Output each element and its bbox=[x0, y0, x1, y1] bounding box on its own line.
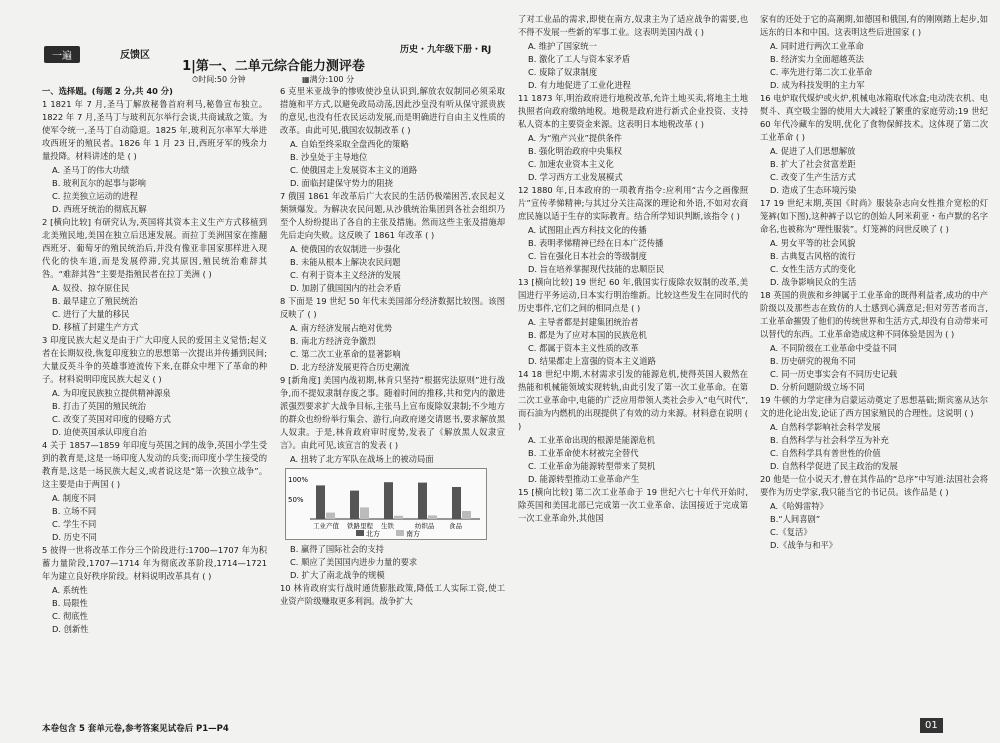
answer-option: D. 分析问题阶级立场不同 bbox=[770, 382, 865, 392]
answer-option: D. 战争影响民众的生活 bbox=[770, 277, 857, 287]
answer-option: C. 拉美独立运动的进程 bbox=[52, 191, 138, 201]
bar-南方 bbox=[360, 507, 369, 519]
answer-option: B. 古典复古风格的流行 bbox=[770, 251, 856, 261]
legend-label: 北方 bbox=[366, 530, 380, 538]
question-text: 1 1821 年 7 月,圣马丁解放秘鲁首府利马,秘鲁宣布独立。1822 年 7 月,圣马丁与玻利瓦尔举行会谈,共商诚敌之策。为使军令统一,圣马丁自动隐退。1825 年,玻利瓦尔率军大举进攻西班牙的殖民者。1826 年 1 月 23 日,西班牙军的残余力量投降。材料讲述的是 ( ) bbox=[42, 99, 267, 161]
legend-swatch bbox=[356, 530, 364, 536]
question-text: 16 电炉取代煤炉或火炉,机械电冰箱取代冰盒;电动洗衣机、电熨斗、真空吸尘器的使用大大减轻了繁重的家庭劳动;19 世纪 60 年代冷藏车的发明,优化了食物保鲜技术。这体现了第二次工业革命 ( ) bbox=[760, 93, 988, 142]
column-4 bbox=[760, 13, 988, 552]
answer-option: A. 不同阶级在工业革命中受益不同 bbox=[770, 343, 897, 353]
answer-option: C. 使俄国走上发展资本主义的道路 bbox=[290, 165, 418, 175]
economic-comparison-chart bbox=[285, 468, 487, 540]
answer-option: D. 造成了生态环境污染 bbox=[770, 185, 857, 195]
section-heading: 一、选择题。(每题 2 分,共 40 分) bbox=[42, 86, 173, 96]
time-label: ⏱时间:50 分钟 bbox=[192, 75, 246, 84]
answer-option: D. 迫使英国承认印度自治 bbox=[52, 427, 147, 437]
legend-swatch bbox=[396, 530, 404, 536]
answer-option: C. 顺应了美国国内进步力量的要求 bbox=[290, 557, 418, 567]
answer-option: A. 系统性 bbox=[52, 585, 88, 595]
answer-option: A. 使俄国的农奴制进一步强化 bbox=[290, 244, 401, 254]
answer-option: D. 北方经济发展更符合历史潮流 bbox=[290, 362, 410, 372]
question-text: 6 克里米亚战争的惨败使沙皇认识到,解放农奴制同必须采取措施和平方式,以避免政局动荡,因此沙皇没有听从保守派贵族的意见,也没有任农民运动发展,而是明确进行自由主义性质的改革。由此可见,俄国农奴制改革 ( ) bbox=[280, 86, 505, 135]
answer-option: A. 自始至终采取全盘西化的策略 bbox=[290, 139, 409, 149]
column-1 bbox=[42, 85, 267, 636]
bar-南方 bbox=[462, 511, 471, 519]
answer-option: C. 改变了英国对印度的侵略方式 bbox=[52, 414, 171, 424]
answer-option: A. 为“殖产兴业”提供条件 bbox=[528, 133, 623, 143]
answer-option: C. 自然科学具有普世性的价值 bbox=[770, 448, 881, 458]
answer-option: D. 旨在培养掌握现代技能的忠顺臣民 bbox=[528, 264, 665, 274]
answer-option: B. 扩大了社会贫富差距 bbox=[770, 159, 856, 169]
answer-option: B. 未能从根本上解决农民问题 bbox=[290, 257, 401, 267]
answer-option: D. 西班牙统治的彻底瓦解 bbox=[52, 204, 147, 214]
question-text: 15 [横向比较] 第二次工业革命于 19 世纪六七十年代开始时,除英国和美国北部已完成第一次工业革命、法国接近于完成第一次工业革命外,其他国 bbox=[518, 487, 748, 523]
answer-option: A. 试图阻止西方科技文化的传播 bbox=[528, 225, 647, 235]
answer-option: B. 都是为了应对本国的民族危机 bbox=[528, 330, 647, 340]
answer-option: C. 学生不同 bbox=[52, 519, 97, 529]
answer-option: B. 玻利瓦尔的起事与影响 bbox=[52, 178, 146, 188]
answer-option: B. 南北方经济竞争激烈 bbox=[290, 336, 376, 346]
answer-option: B. 激化了工人与资本家矛盾 bbox=[528, 54, 631, 64]
answer-option: D. 加剧了俄国国内的社会矛盾 bbox=[290, 283, 402, 293]
bar-北方 bbox=[418, 483, 427, 519]
category-label: 食品 bbox=[449, 522, 462, 530]
answer-option: D. 面临封建保守势力的阻挠 bbox=[290, 178, 393, 188]
category-label: 铁路里程 bbox=[347, 522, 373, 530]
category-label: 纺织品 bbox=[415, 522, 435, 530]
header-tag2: 反馈区 bbox=[120, 50, 150, 61]
answer-option: B. 赢得了国际社会的支持 bbox=[290, 544, 384, 554]
answer-option: B. 经济实力全面超越英法 bbox=[770, 54, 864, 64]
bar-南方 bbox=[428, 515, 437, 519]
y-tick-label: 50% bbox=[288, 496, 304, 504]
answer-option: C. 加速农业资本主义化 bbox=[528, 159, 614, 169]
subject-label: 历史・九年级下册・RJ bbox=[400, 45, 492, 55]
y-tick-label: 100% bbox=[288, 476, 309, 484]
answer-option: A. 制度不同 bbox=[52, 493, 96, 503]
answer-option: A. 扭转了北方军队在战场上的被动局面 bbox=[290, 454, 434, 464]
answer-option: C. 彻底性 bbox=[52, 611, 88, 621]
answer-option: D. 成为科技发明的主力军 bbox=[770, 80, 865, 90]
answer-option: B. 最早建立了殖民统治 bbox=[52, 296, 138, 306]
answer-option: B. 沙皇处于主导地位 bbox=[290, 152, 368, 162]
answer-option: D. 历史不同 bbox=[52, 532, 97, 542]
page-number: 01 bbox=[920, 718, 943, 733]
question-text: 7 俄国 1861 年改革后广大农民的生活仍极端困苦,农民起义频频爆发。为解决农民问题,从沙俄统治集团到各社会组织乃至个人纷纷提出了各自的主张及措施。然而这些主张及措施却先后走向失败。这反映了 1861 年改革 ( ) bbox=[280, 191, 505, 240]
question-text: 11 1873 年,明治政府进行地税改革,允许土地买卖,将地主土地执照者向政府缴纳地税。地税是政府进行新式企业投资、支持私人资本的主要资金来源。这表明日本地税改革 ( ) bbox=[518, 93, 748, 129]
answer-option: C. 第二次工业革命的显著影响 bbox=[290, 349, 401, 359]
question-text: 14 18 世纪中期,木材需求引发的能源危机,使得英国人毅然在热能和机械能领域实现转轨,由此引发了第一次工业革命。在第二次工业革命中,电能的广泛应用带领人类社会步入“电气时代”,而石油为内燃机的出现提供了有效的动力来源。材料意在说明 ( ) bbox=[518, 369, 748, 431]
question-text: 3 印度民族大起义是由于广大印度人民的爱国主义觉悟;起义者在长期奴役,恢复印度独立的思想第一次提出并传播到民间;大量反英斗争的英雄事迹流传下来,在群众中埋下了革命的种子。材料说明印度民族大起义 ( ) bbox=[42, 335, 267, 384]
answer-option: D.《战争与和平》 bbox=[770, 540, 838, 550]
question-text: 4 关于 1857—1859 年印度与英国之间的战争,英国小学生受到的教育是,这是一场印度人发动的兵变;而印度小学生接受的教育是,这是一场民族大起义,或者说这是“第一次独立战争”。这主要是由于两国 ( ) bbox=[42, 440, 267, 489]
answer-option: A. 工业革命出现的根源是能源危机 bbox=[528, 435, 655, 445]
category-label: 生铁 bbox=[381, 522, 394, 530]
question-text: 17 19 世纪末期,英国《时尚》服装杂志向女性推介宽松的灯笼裤(如下图),这种裤子以它的创始人阿米莉亚・布卢默的名字命名,也被称为“理性服装”。灯笼裤的问世反映了 ( ) bbox=[760, 198, 988, 234]
answer-option: D. 结果都走上富强的资本主义道路 bbox=[528, 356, 656, 366]
answer-option: A. 男女平等的社会风貌 bbox=[770, 238, 856, 248]
bar-北方 bbox=[384, 482, 393, 519]
answer-option: C. 有利于资本主义经济的发展 bbox=[290, 270, 401, 280]
column-3 bbox=[518, 13, 748, 526]
answer-option: B.“人间喜剧” bbox=[770, 514, 821, 524]
answer-option: D. 学习西方工业发展模式 bbox=[528, 172, 623, 182]
question-text: 19 牛顿的力学定律为启蒙运动奠定了思想基础;斯宾塞从达尔文的进化论出发,论证了西方国家殖民的合理性。这说明 ( ) bbox=[760, 395, 988, 418]
answer-option: A.《哈姆雷特》 bbox=[770, 501, 828, 511]
question-text: 20 他是一位小说天才,曾在其作品的“总序”中写道:法国社会将要作为历史学家,我只能当它的书记员。该作品是 ( ) bbox=[760, 474, 988, 497]
bar-北方 bbox=[350, 491, 359, 519]
answer-option: C. 率先进行第二次工业革命 bbox=[770, 67, 873, 77]
answer-option: A. 圣马丁的伟大功绩 bbox=[52, 165, 130, 175]
answer-option: A. 同时进行两次工业革命 bbox=[770, 41, 864, 51]
bar-北方 bbox=[452, 487, 461, 519]
question-text: 家有的还处于它的高潮期,如德国和俄国,有的刚刚踏上起步,如远东的日本和中国。这表明这些后进国家 ( ) bbox=[760, 14, 988, 37]
answer-option: C. 工业革命为能源转型带来了契机 bbox=[528, 461, 656, 471]
answer-option: A. 南方经济发展占绝对优势 bbox=[290, 323, 393, 333]
answer-option: C. 女性生活方式的变化 bbox=[770, 264, 856, 274]
answer-option: B. 自然科学与社会科学互为补充 bbox=[770, 435, 889, 445]
question-text: 9 [新角度] 美国内战初期,林肯只坚持“根据宪法原则”进行战争,而不提奴隶制存废之事。随着时间的推移,共和党内的激进派强烈要求扩大战争目标,主张马上宣布废除奴隶制;不少地方的群众也纷纷举行集会、游行,向政府递交请愿书,要求解放黑人奴隶。于是,林肯政府审时度势,发表了《解放黑人奴隶宣言》。由此可见,该宣言的发表 ( ) bbox=[280, 375, 505, 450]
header-tag: 一遍 bbox=[44, 46, 80, 63]
answer-option: C. 进行了大量的移民 bbox=[52, 309, 130, 319]
answer-option: B. 工业革命使木材被完全替代 bbox=[528, 448, 639, 458]
question-text: 18 英国的贵族和乡绅属于工业革命的既得利益者,成功的中产阶级以及那些志在致仿的人士感到心满意足;但对劳苦者而言,工业革命摧毁了他们的传统世界和生活方式,却没有自动带来可以替代的东西。工业革命造成这种不同体验是因为 ( ) bbox=[760, 290, 988, 339]
answer-option: C. 废除了奴隶制度 bbox=[528, 67, 598, 77]
answer-option: A. 维护了国家统一 bbox=[528, 41, 597, 51]
question-text: 10 林肯政府实行战时通货膨胀政策,降低工人实际工资,使工业资产阶级赚取更多利润。战争扩大 bbox=[280, 583, 505, 606]
answer-option: A. 为印度民族独立提供精神源泉 bbox=[52, 388, 171, 398]
answer-option: C. 都属于资本主义性质的改革 bbox=[528, 343, 639, 353]
page-title: 1|第一、二单元综合能力测评卷 bbox=[182, 59, 365, 74]
column-2 bbox=[280, 85, 505, 609]
answer-option: A. 自然科学影响社会科学发展 bbox=[770, 422, 881, 432]
legend-label: 南方 bbox=[406, 530, 420, 538]
question-text: 13 [横向比较] 19 世纪 60 年,俄国实行废除农奴制的改革,美国进行平务运动,日本实行明治维新。比较这些发生在同时代的历史事件,它们之间的相同点是 ( ) bbox=[518, 277, 748, 313]
answer-option: B. 打击了英国的殖民统治 bbox=[52, 401, 146, 411]
bar-南方 bbox=[326, 513, 335, 519]
question-text: 8 下面是 19 世纪 50 年代末美国部分经济数据比较图。该图反映了 ( ) bbox=[280, 296, 505, 319]
bar-南方 bbox=[394, 516, 403, 519]
answer-option: B. 历史研究的视角不同 bbox=[770, 356, 856, 366]
answer-option: D. 自然科学促进了民主政治的发展 bbox=[770, 461, 898, 471]
question-text: 2 [横向比较] 有研究认为,英国将其资本主义生产方式移植到北美殖民地,美国在独立后迅速发展。而拉丁美洲国家在推翻西班牙、葡萄牙的殖民统治后,并没有像亚非国家那样进入现代化的快车道,而是发展停滞,究其原因,殖民统治难辞其咎。“难辞其咎”主要是指殖民者在拉丁美洲 ( ) bbox=[42, 217, 267, 279]
answer-option: B. 局限性 bbox=[52, 598, 88, 608]
answer-option: B. 强化明治政府中央集权 bbox=[528, 146, 622, 156]
answer-option: D. 能源转型推动工业革命产生 bbox=[528, 474, 640, 484]
answer-option: A. 主导者都是封建集团统治者 bbox=[528, 317, 639, 327]
answer-option: C. 旨在强化日本社会的等级制度 bbox=[528, 251, 647, 261]
question-text: 5 彼得一世将改革工作分三个阶段进行:1700—1707 年为积蓄力量阶段,1707—1714 年为彻底改革阶段,1714—1721 年为建立良好秩序阶段。材料说明改革具有 ( ) bbox=[42, 545, 267, 581]
answer-option: C. 改变了生产生活方式 bbox=[770, 172, 856, 182]
answer-option: B. 表明孝悌精神已经在日本广泛传播 bbox=[528, 238, 664, 248]
answer-option: D. 移植了封建生产方式 bbox=[52, 322, 139, 332]
footer-note: 本卷包含 5 套单元卷,参考答案见试卷后 P1—P4 bbox=[42, 724, 229, 734]
answer-option: B. 立场不同 bbox=[52, 506, 97, 516]
answer-option: C.《复活》 bbox=[770, 527, 812, 537]
answer-option: A. 促进了人们思想解放 bbox=[770, 146, 856, 156]
question-text: 12 1880 年,日本政府的一项教育指令:应利用“古今之画像照片”宣传孝悌精神;与其过分关注高深的理论和外语,不如对农商庶民施以适于生存的实际教育。结合所学知识判断,该指令 ( ) bbox=[518, 185, 748, 221]
bar-北方 bbox=[316, 485, 325, 519]
answer-option: A. 奴役、掠夺原住民 bbox=[52, 283, 130, 293]
answer-option: C. 同一历史事实会有不同历史记载 bbox=[770, 369, 898, 379]
answer-option: D. 扩大了南北战争的规模 bbox=[290, 570, 385, 580]
answer-option: D. 有力地促进了工业化进程 bbox=[528, 80, 631, 90]
answer-option: D. 创新性 bbox=[52, 624, 89, 634]
question-text: 了对工业品的需求,即使在南方,奴隶主为了适应战争的需要,也不得不发展一些新的军事工业。这表明美国内战 ( ) bbox=[518, 14, 748, 37]
score-label: ▦满分:100 分 bbox=[302, 75, 355, 84]
category-label: 工业产值 bbox=[313, 522, 339, 530]
